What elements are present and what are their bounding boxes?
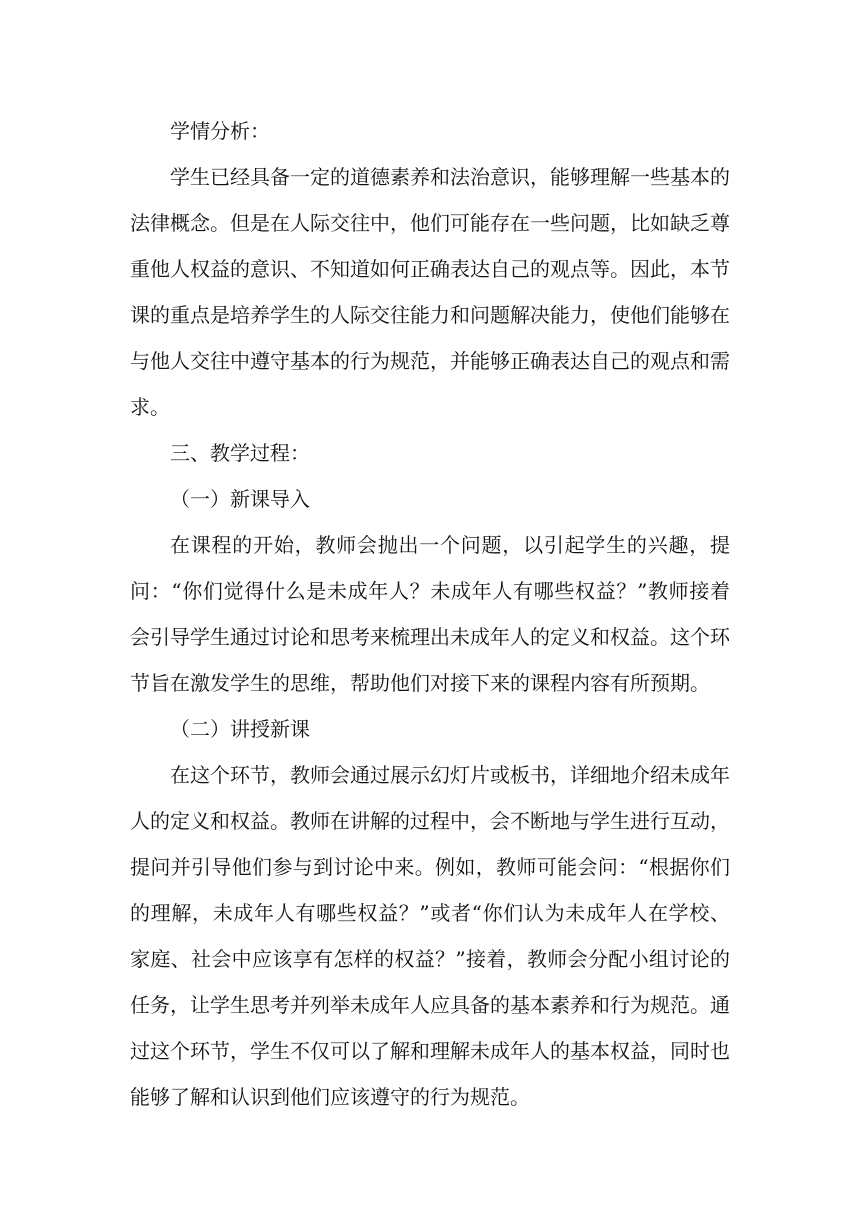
heading-teaching-new-lesson: （二）讲授新课: [170, 717, 310, 741]
heading-new-lesson-intro: （一）新课导入: [170, 487, 310, 511]
heading-learning-analysis: 学情分析：: [170, 119, 270, 143]
paragraph-teaching-new-lesson: 在这个环节，教师会通过展示幻灯片或板书，详细地介绍未成年人的定义和权益。教师在讲解的过程中，会不断地与学生进行互动，提问并引导他们参与到讨论中来。例如，教师可能会问：“根据你们的理解，未成年人有哪些权益？”或者“你们认为未成年人在学校、家庭、社会中应该享有怎样的权益？”接着，教师会分配小组讨论的任务，让学生思考并列举未成年人应具备的基本素养和行为规范。通过这个环节，学生不仅可以了解和理解未成年人的基本权益，同时也能够了解和认识到他们应该遵守的行为规范。: [130, 763, 730, 1109]
paragraph-learning-analysis: 学生已经具备一定的道德素养和法治意识，能够理解一些基本的法律概念。但是在人际交往中，他们可能存在一些问题，比如缺乏尊重他人权益的意识、不知道如何正确表达自己的观点等。因此，本节课的重点是培养学生的人际交往能力和问题解决能力，使他们能够在与他人交往中遵守基本的行为规范，并能够正确表达自己的观点和需求。: [130, 165, 730, 419]
document-body: [130, 108, 730, 1120]
paragraph-new-lesson-intro: 在课程的开始，教师会抛出一个问题，以引起学生的兴趣，提问：“你们觉得什么是未成年人？未成年人有哪些权益？”教师接着会引导学生通过讨论和思考来梳理出未成年人的定义和权益。这个环节旨在激发学生的思维，帮助他们对接下来的课程内容有所预期。: [130, 533, 730, 695]
heading-teaching-process: 三、教学过程：: [170, 441, 310, 465]
